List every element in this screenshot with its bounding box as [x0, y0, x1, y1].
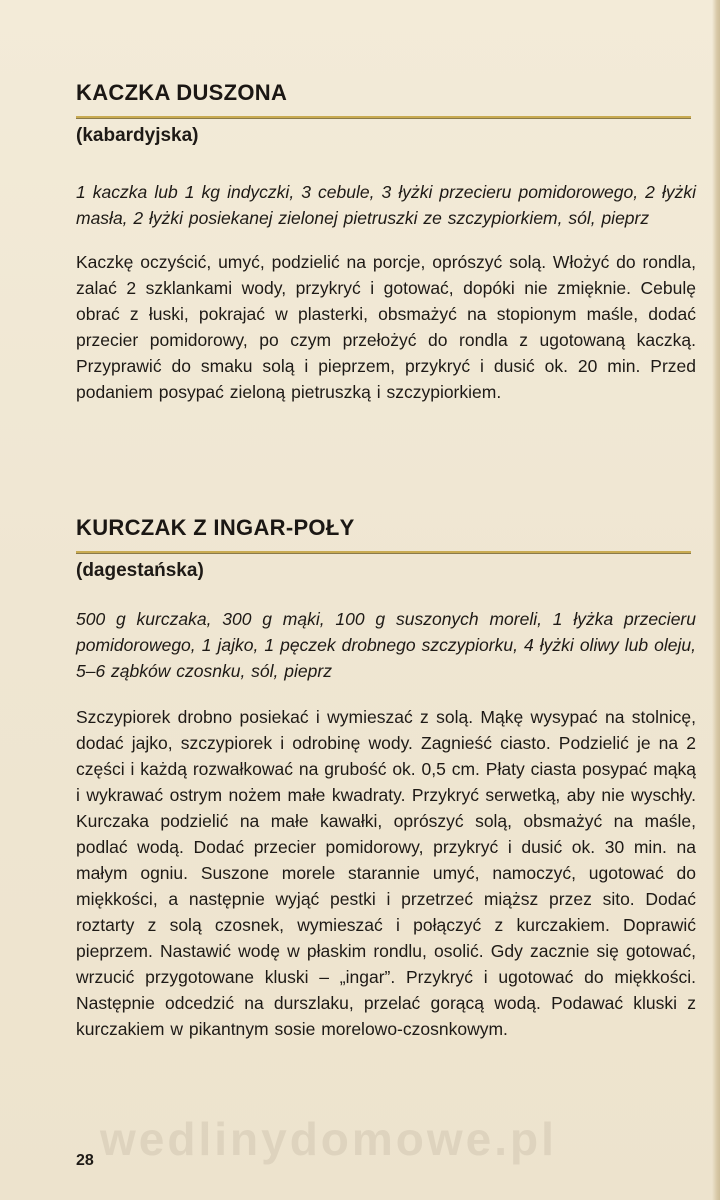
recipe-title: KACZKA DUSZONA: [76, 80, 288, 105]
title-rule-divider: [76, 116, 691, 119]
instructions-text: Szczypiorek drobno posiekać i wymieszać z solą. Mąkę wysypać na stolnicę, dodać jajko, szczypiorek i odrobinę wody. Zagnieść ciasto. Podzielić je na 2 części i każdą rozwałkować na grubość ok. 0,5 cm. Płaty ciasta posypać mąką i wykrawać ostrym nożem małe kwadraty. Przykryć serwetką, aby nie wyschły. Kurczaka podzielić na małe kawałki, oprószyć solą, obsmażyć na maśle, podlać wodą. Dodać przecier pomidorowy, przykryć i dusić ok. 30 min. na małym ogniu. Suszone morele starannie umyć, namoczyć, ugotować do miękkości, a następnie wyjąć pestki i przetrzeć miąższ przez sito. Dodać roztarty z solą czosnek, wymieszać i połączyć z kurczakiem. Doprawić pieprzem. Nastawić wodę w płaskim rondlu, osolić. Gdy zacznie się gotować, wrzucić przygotowane kluski – „ingar”. Przykryć i ugotować do miękkości. Następnie odcedzić na durszlaku, przelać gorącą wodą. Podawać kluski z kurczakiem w pikantnym sosie morelowo-czosnkowym.: [76, 707, 696, 1039]
watermark: wedlinydomowe.pl: [100, 1113, 557, 1165]
recipe-title: KURCZAK Z INGAR-POŁY: [76, 515, 355, 540]
recipe-subtitle: (kabardyjska): [76, 125, 199, 146]
title-rule-divider: [76, 551, 691, 554]
ingredients-list: 500 g kurczaka, 300 g mąki, 100 g suszonych moreli, 1 łyżka przecieru pomidorowego, 1 jajko, 1 pęczek drobnego szczypiorku, 4 łyżki oliwy lub oleju, 5–6 ząbków czosnku, sól, pieprz: [76, 609, 696, 681]
recipe-kurczak-z-ingar-poly: [76, 515, 696, 1042]
page-edge-shadow: [712, 0, 720, 1200]
ingredients-list: 1 kaczka lub 1 kg indyczki, 3 cebule, 3 łyżki przecieru pomidorowego, 2 łyżki masła, 2 łyżki posiekanej zielonej pietruszki ze szczypiorkiem, sól, pieprz: [76, 182, 696, 228]
instructions-text: Kaczkę oczyścić, umyć, podzielić na porcje, oprószyć solą. Włożyć do rondla, zalać 2 szklankami wody, przykryć i gotować, dopóki nie zmięknie. Cebulę obrać z łuski, pokrajać w plasterki, obsmażyć na stopionym maśle, dodać przecier pomidorowy, po czym przełożyć do rondla z ugotowaną kaczką. Przyprawić do smaku solą i pieprzem, przykryć i dusić ok. 20 min. Przed podaniem posypać zieloną pietruszką i szczypiorkiem.: [76, 252, 696, 402]
recipe-kaczka-duszona: [76, 80, 696, 405]
recipe-subtitle: (dagestańska): [76, 560, 204, 581]
page-number: 28: [76, 1152, 94, 1169]
